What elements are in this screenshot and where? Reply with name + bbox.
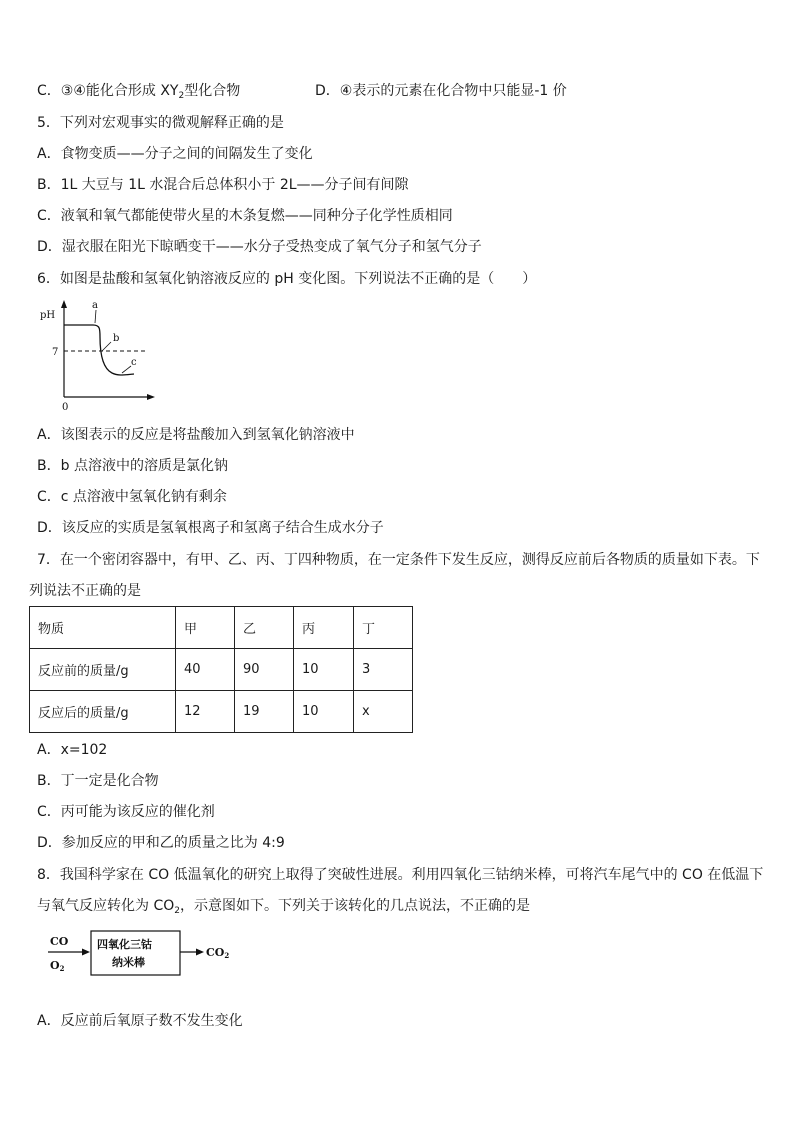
q5-option-b: B．1L 大豆与 1L 水混合后总体积小于 2L——分子间有间隙 <box>37 177 409 193</box>
q6-option-b: B．b 点溶液中的溶质是氯化钠 <box>37 458 228 474</box>
x-axis-arrow <box>147 394 155 400</box>
table-cell: 3 <box>354 649 413 691</box>
table-cell: 物质 <box>30 607 176 649</box>
q6-option-d: D．该反应的实质是氢氧根离子和氢离子结合生成水分子 <box>37 520 384 536</box>
y-axis-label: pH <box>40 310 56 321</box>
table-cell: x <box>354 691 413 733</box>
table-row <box>30 691 413 733</box>
table-cell: 反应前的质量/g <box>30 649 176 691</box>
q6-option-a: A．该图表示的反应是将盐酸加入到氢氧化钠溶液中 <box>37 427 355 443</box>
q7-option-c: C．丙可能为该反应的催化剂 <box>37 804 215 820</box>
table-cell: 反应后的质量/g <box>30 691 176 733</box>
mass-table <box>29 606 413 733</box>
table-cell: 乙 <box>235 607 294 649</box>
q5-option-d: D．湿衣服在阳光下晾晒变干——水分子受热变成了氧气分子和氢气分子 <box>37 239 482 255</box>
table-header-row <box>30 607 413 649</box>
ph-change-graph <box>38 297 158 415</box>
point-a-label: a <box>92 300 98 311</box>
output-co2-label: CO2 <box>206 946 230 960</box>
table-row <box>30 649 413 691</box>
point-b-leader <box>102 342 111 351</box>
q6-stem: 6．如图是盐酸和氢氧化钠溶液反应的 pH 变化图。下列说法不正确的是（ ） <box>37 271 537 287</box>
table-cell: 19 <box>235 691 294 733</box>
q7-option-a: A．x=102 <box>37 742 108 758</box>
table-cell: 丁 <box>354 607 413 649</box>
q8-option-a: A．反应前后氧原子数不发生变化 <box>37 1013 243 1029</box>
output-arrow-head <box>196 949 204 956</box>
q5-option-c: C．液氧和氧气都能使带火星的木条复燃——同种分子化学性质相同 <box>37 208 453 224</box>
q8-stem-line1: 8．我国科学家在 CO 低温氧化的研究上取得了突破性进展。利用四氧化三钴纳米棒，可将汽车尾气中的 CO 在低温下 <box>37 867 764 883</box>
origin-label: 0 <box>62 402 69 413</box>
table-cell: 40 <box>176 649 235 691</box>
q7-option-d: D．参加反应的甲和乙的质量之比为 4:9 <box>37 835 285 851</box>
input-arrow-head <box>82 949 90 956</box>
q7-option-b: B．丁一定是化合物 <box>37 773 159 789</box>
table-cell: 90 <box>235 649 294 691</box>
q5-option-a: A．食物变质——分子之间的间隔发生了变化 <box>37 146 313 162</box>
table-cell: 10 <box>294 649 354 691</box>
catalyst-line2: 纳米棒 <box>112 956 145 969</box>
point-a-leader <box>95 310 96 323</box>
y-axis-arrow <box>61 300 67 308</box>
q4-option-d: D．④表示的元素在化合物中只能显-1 价 <box>315 83 567 99</box>
input-co-label: CO <box>50 935 69 948</box>
table-cell: 10 <box>294 691 354 733</box>
conversion-diagram <box>48 928 248 978</box>
table-cell: 甲 <box>176 607 235 649</box>
q8-stem-line2: 与氧气反应转化为 $CO_2$，示意图如下。下列关于该转化的几点说法，不正确的是 <box>37 898 530 916</box>
catalyst-line1: 四氧化三钴 <box>97 938 152 951</box>
table-cell: 12 <box>176 691 235 733</box>
ph7-label: 7 <box>52 347 59 358</box>
table-cell: 丙 <box>294 607 354 649</box>
input-o2-label: O2 <box>50 959 65 973</box>
q7-stem-line1: 7．在一个密闭容器中，有甲、乙、丙、丁四种物质，在一定条件下发生反应，测得反应前后各物质的质量如下表。下 <box>37 552 760 568</box>
point-c-leader <box>122 366 131 373</box>
point-b-label: b <box>113 333 120 344</box>
q4-option-c: C．③④能化合形成 $XY_2$型化合物 <box>37 83 241 101</box>
q7-stem-line2: 列说法不正确的是 <box>29 583 141 599</box>
q6-option-c: C．c 点溶液中氢氧化钠有剩余 <box>37 489 227 505</box>
point-c-label: c <box>131 357 137 368</box>
ph-curve <box>64 325 134 375</box>
q5-stem: 5．下列对宏观事实的微观解释正确的是 <box>37 115 284 131</box>
